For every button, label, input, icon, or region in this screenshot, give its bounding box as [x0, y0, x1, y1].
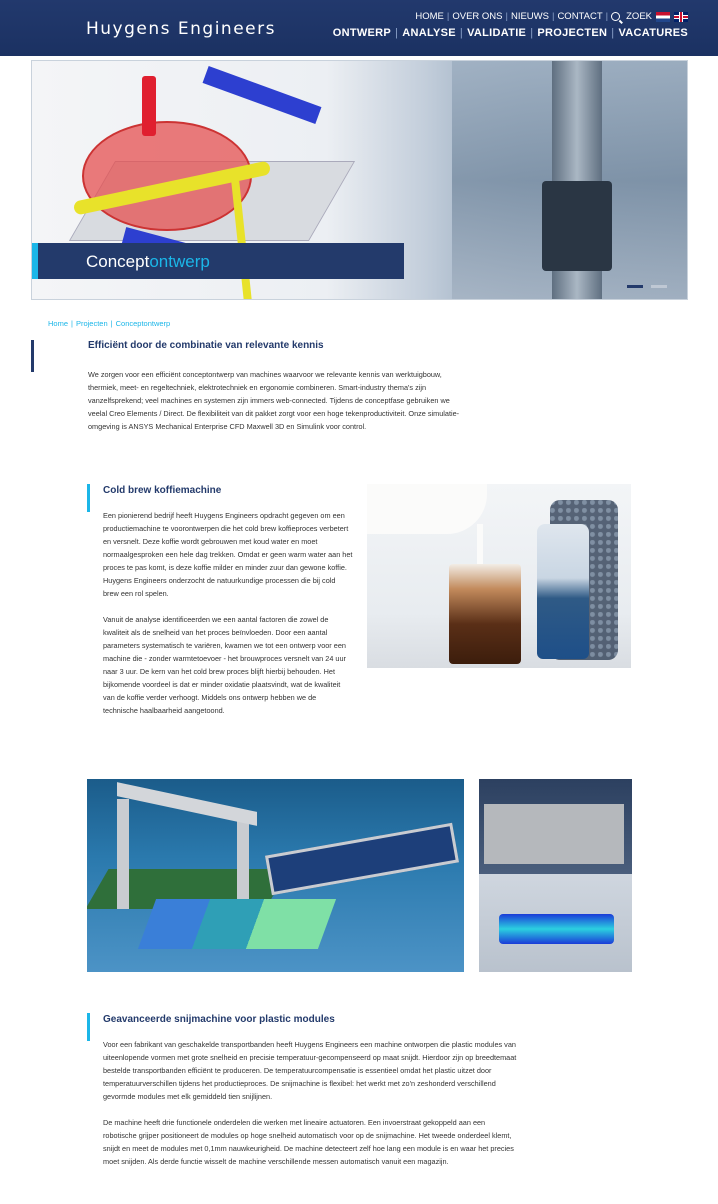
- hero-caption: [32, 243, 404, 279]
- hero-caption-accent: [32, 243, 38, 279]
- nav-separator: |: [605, 11, 609, 22]
- hero-machine-cap: [542, 181, 612, 271]
- intro-text: We zorgen voor een efficiënt conceptontwerp van machines waarvoor we relevante kennis van werktuigbouw, thermiek, meet- en regeltechniek, elektrotechniek en ergonomie combineren. Smart-industry thema's zijn vanzelfsprekend; veel machines en systemen zijn immers web-connected. Tijdens de conceptfase gebruiken we veelal Creo Elements / Direct. De flexibiliteit van dit pakket zorgt voor een hoge tekenproductiviteit. Onze simulatie-omgeving is ANSYS Mechanical Enterprise CFD Maxwell 3D en Simulink voor control.: [88, 370, 460, 431]
- machine-frame: [117, 799, 129, 909]
- site-header: [0, 0, 718, 56]
- nav-validatie[interactable]: VALIDATIE: [467, 27, 527, 39]
- hero-caption-text: [86, 252, 210, 272]
- breadcrumb-separator: |: [110, 319, 113, 328]
- fem-analysis-image: [479, 779, 632, 972]
- milk-jug: [367, 484, 487, 534]
- nav-separator: |: [446, 11, 450, 22]
- cold-brew-bottle: [537, 524, 589, 659]
- section1-accent-bar: [87, 484, 90, 512]
- section1-paragraph: Vanuit de analyse identificeerden we een aantal factoren die zowel de kwaliteit als de snelheid van het proces beïnvloeden. Door een aantal parameters systematisch te variëren, kwamen we tot een ontwerp voor een machine die - zonder warmtetoevoer - het brouwproces versnelt van 24 uur naar 3 uur. De kern van het cold brew proces blijft hierbij behouden. Het bijkomende voordeel is dat er minder oxidatie plaatsvindt, wat de kwaliteit van de koffie verder verhoogt. Middels ons ontwerp hebben we de technische haalbaarheid aangetoond.: [103, 615, 346, 715]
- slider-dots: [627, 285, 667, 288]
- breadcrumb-current: Conceptontwerp: [115, 319, 171, 328]
- section2-paragraph: Voor een fabrikant van geschakelde transportbanden heeft Huygens Engineers een machine ontworpen die plastic modules van uiteenlopende vormen met grote snelheid en precisie temperatuur-gecompenseerd op maat snijdt. Hierdoor zijn op breedtemaat bestelde transportbanden efficiënt te produceren. De temperatuurcompensatie is essentieel omdat het plastic uitzet door temperatuurverschillen tijdens het productieproces. De snijmachine is flexibel: het werkt met zo'n zeshonderd verschillend gevormde modules met elk gemiddeld tien snijlijnen.: [103, 1040, 517, 1101]
- breadcrumb: [48, 319, 170, 328]
- nav-separator: |: [505, 11, 508, 22]
- nav-separator: |: [459, 27, 464, 39]
- hero-caption-part1: Concept: [86, 252, 150, 271]
- breadcrumb-separator: |: [71, 319, 73, 328]
- machine-conveyor: [265, 823, 459, 895]
- cold-brew-photo: [367, 484, 631, 668]
- top-navigation: [415, 11, 688, 22]
- breadcrumb-projecten[interactable]: Projecten: [75, 319, 108, 328]
- main-navigation: [333, 27, 688, 39]
- flag-uk-icon[interactable]: [674, 12, 688, 22]
- fem-clamp-model: [484, 804, 624, 864]
- nav-contact[interactable]: CONTACT: [557, 11, 603, 22]
- hero-cad-rail: [203, 66, 322, 124]
- slider-dot-1[interactable]: [627, 285, 643, 288]
- section2-accent-bar: [87, 1013, 90, 1041]
- hero-banner: [31, 60, 688, 300]
- section1-paragraph: Een pionierend bedrijf heeft Huygens Engineers opdracht gegeven om een productiemachine te voorontwerpen die het cold brew koffieproces verbetert en versnelt. Deze koffie wordt gebrouwen met koud water en moet normaalgesproken een hele dag trekken. Omdat er geen warm water aan het proces te pas komt, is deze koffie milder en minder zuur dan gewone koffie. Huygens Engineers onderzocht de natuurkundige processen die bij cold brew een rol spelen.: [103, 511, 353, 598]
- site-logo[interactable]: Huygens Engineers: [86, 19, 276, 39]
- machine-modules: [138, 899, 336, 949]
- intro-title: Efficiënt door de combinatie van relevante kennis: [88, 340, 324, 351]
- nav-separator: |: [530, 27, 534, 39]
- nav-home[interactable]: HOME: [415, 11, 444, 22]
- section1-body: [103, 509, 353, 730]
- search-button[interactable]: [611, 11, 652, 22]
- hero-cad-rod: [142, 76, 156, 136]
- nav-ontwerp[interactable]: ONTWERP: [332, 27, 392, 39]
- flag-nl-icon[interactable]: [656, 12, 670, 22]
- section2-paragraph: De machine heeft drie functionele onderdelen die werken met lineaire actuatoren. Een invoerstraat gekoppeld aan een robotische grijper positioneert de modules op hoge snelheid automatisch voor op de snijmachine. Het tweede onderdeel klemt, snijdt en meet de modules met 0,1mm nauwkeurigheid. De machine detecteert zelf hoe lang een module is en waar het precies moet snijden. Als derde functie wisselt de machine verschillende messen automatisch vanuit een magazijn.: [103, 1118, 514, 1166]
- machine-beam: [117, 782, 257, 826]
- nav-over-ons[interactable]: OVER ONS: [452, 11, 503, 22]
- section2-body: [103, 1038, 520, 1181]
- search-icon: [611, 12, 620, 21]
- nav-separator: |: [395, 27, 399, 39]
- breadcrumb-home[interactable]: Home: [48, 319, 69, 328]
- nav-analyse[interactable]: ANALYSE: [402, 27, 456, 39]
- hero-caption-part2: ontwerp: [149, 252, 210, 271]
- search-label: ZOEK: [626, 11, 652, 22]
- intro-accent-bar: [31, 340, 34, 372]
- section1-title: Cold brew koffiemachine: [103, 485, 222, 496]
- cutting-machine-render: [87, 779, 464, 972]
- slider-dot-2[interactable]: [651, 285, 667, 288]
- nav-vacatures[interactable]: VACATURES: [618, 27, 688, 39]
- iced-coffee-glass: [449, 564, 521, 664]
- nav-nieuws[interactable]: NIEUWS: [510, 11, 549, 22]
- fem-stress-plot: [499, 914, 614, 944]
- section2-title: Geavanceerde snijmachine voor plastic modules: [103, 1014, 335, 1025]
- nav-projecten[interactable]: PROJECTEN: [537, 27, 608, 39]
- nav-separator: |: [611, 27, 615, 39]
- nav-separator: |: [551, 11, 555, 22]
